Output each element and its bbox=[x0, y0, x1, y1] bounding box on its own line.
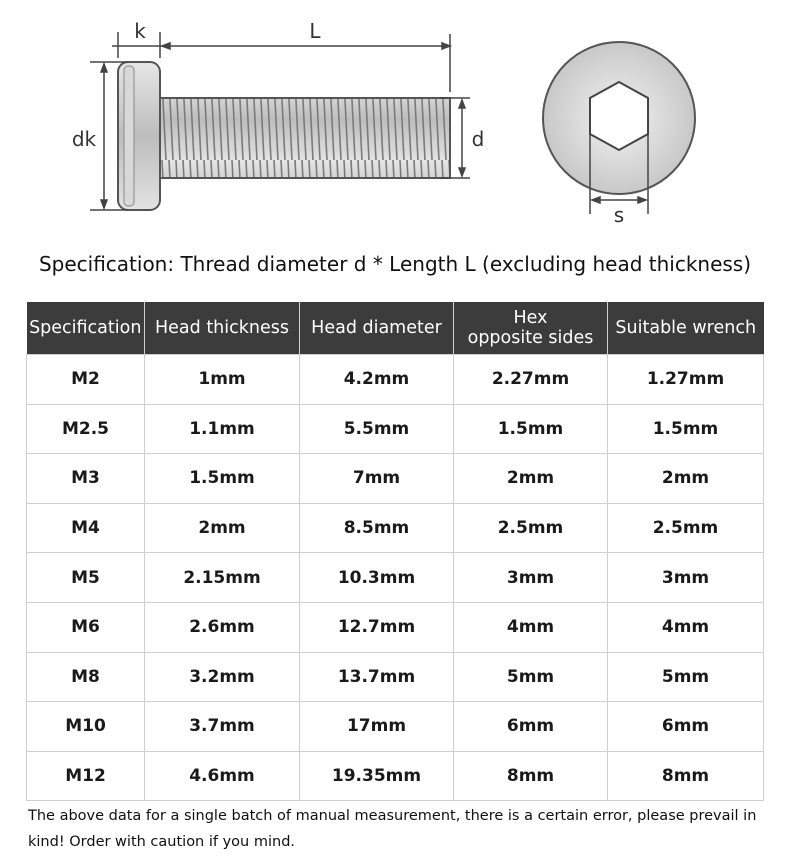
label-d: d bbox=[471, 127, 485, 151]
cell-suitable-wrench: 8mm bbox=[608, 751, 764, 801]
cell-specification: M2 bbox=[27, 355, 145, 405]
cell-specification: M6 bbox=[27, 602, 145, 652]
label-k: k bbox=[134, 19, 146, 43]
cell-head-thickness: 2.6mm bbox=[145, 602, 300, 652]
cell-specification: M10 bbox=[27, 702, 145, 752]
cell-head-thickness: 2.15mm bbox=[145, 553, 300, 603]
cell-hex-opposite-sides: 6mm bbox=[454, 702, 608, 752]
cell-head-thickness: 3.7mm bbox=[145, 702, 300, 752]
cell-hex-opposite-sides: 1.5mm bbox=[454, 404, 608, 454]
screw-head bbox=[118, 62, 160, 210]
cell-specification: M2.5 bbox=[27, 404, 145, 454]
cell-head-diameter: 10.3mm bbox=[300, 553, 454, 603]
cell-suitable-wrench: 3mm bbox=[608, 553, 764, 603]
header-head-thickness: Head thickness bbox=[145, 302, 300, 355]
header-hex-line-2: opposite sides bbox=[467, 328, 594, 348]
table-row bbox=[27, 602, 764, 652]
cell-suitable-wrench: 6mm bbox=[608, 702, 764, 752]
cell-hex-opposite-sides: 5mm bbox=[454, 652, 608, 702]
cell-hex-opposite-sides: 8mm bbox=[454, 751, 608, 801]
measurement-note: The above data for a single batch of manual measurement, there is a certain error, please prevail in kind! Order with caution if you mind. bbox=[28, 808, 757, 850]
cell-specification: M5 bbox=[27, 553, 145, 603]
cell-specification: M4 bbox=[27, 503, 145, 553]
cell-suitable-wrench: 1.27mm bbox=[608, 355, 764, 405]
dimension-l bbox=[162, 34, 450, 92]
cell-head-thickness: 1mm bbox=[145, 355, 300, 405]
cell-head-thickness: 2mm bbox=[145, 503, 300, 553]
cell-hex-opposite-sides: 4mm bbox=[454, 602, 608, 652]
cell-head-thickness: 1.5mm bbox=[145, 454, 300, 504]
header-head-diameter: Head diameter bbox=[300, 302, 454, 355]
screw-thread bbox=[160, 98, 450, 178]
header-suitable-wrench: Suitable wrench bbox=[608, 302, 764, 355]
cell-head-thickness: 1.1mm bbox=[145, 404, 300, 454]
cell-suitable-wrench: 5mm bbox=[608, 652, 764, 702]
table-row bbox=[27, 355, 764, 405]
cell-head-diameter: 5.5mm bbox=[300, 404, 454, 454]
cell-specification: M8 bbox=[27, 652, 145, 702]
header-specification: Specification bbox=[27, 302, 145, 355]
cell-specification: M3 bbox=[27, 454, 145, 504]
label-dk: dk bbox=[71, 127, 97, 151]
cell-head-diameter: 19.35mm bbox=[300, 751, 454, 801]
table-row bbox=[27, 751, 764, 801]
specification-title: Specification: Thread diameter d * Length L (excluding head thickness) bbox=[38, 252, 752, 276]
cell-hex-opposite-sides: 2mm bbox=[454, 454, 608, 504]
cell-suitable-wrench: 1.5mm bbox=[608, 404, 764, 454]
specification-table bbox=[26, 302, 764, 801]
cell-head-diameter: 13.7mm bbox=[300, 652, 454, 702]
cell-hex-opposite-sides: 3mm bbox=[454, 553, 608, 603]
label-l: L bbox=[309, 19, 321, 43]
cell-specification: M12 bbox=[27, 751, 145, 801]
screw-end-view bbox=[543, 42, 695, 194]
cell-head-diameter: 17mm bbox=[300, 702, 454, 752]
table-header-row bbox=[27, 302, 764, 355]
cell-suitable-wrench: 4mm bbox=[608, 602, 764, 652]
cell-hex-opposite-sides: 2.5mm bbox=[454, 503, 608, 553]
table-body bbox=[27, 355, 764, 801]
screw-diagram bbox=[0, 0, 790, 240]
table-row bbox=[27, 553, 764, 603]
header-hex-line-1: Hex bbox=[513, 308, 548, 328]
cell-head-diameter: 12.7mm bbox=[300, 602, 454, 652]
header-hex-opposite-sides bbox=[454, 302, 608, 355]
cell-head-diameter: 7mm bbox=[300, 454, 454, 504]
cell-suitable-wrench: 2mm bbox=[608, 454, 764, 504]
table-row bbox=[27, 702, 764, 752]
cell-hex-opposite-sides: 2.27mm bbox=[454, 355, 608, 405]
cell-head-diameter: 8.5mm bbox=[300, 503, 454, 553]
cell-head-diameter: 4.2mm bbox=[300, 355, 454, 405]
label-s: s bbox=[613, 203, 625, 227]
cell-head-thickness: 4.6mm bbox=[145, 751, 300, 801]
table-row bbox=[27, 454, 764, 504]
table-row bbox=[27, 503, 764, 553]
cell-suitable-wrench: 2.5mm bbox=[608, 503, 764, 553]
table-row bbox=[27, 404, 764, 454]
table-row bbox=[27, 652, 764, 702]
cell-head-thickness: 3.2mm bbox=[145, 652, 300, 702]
